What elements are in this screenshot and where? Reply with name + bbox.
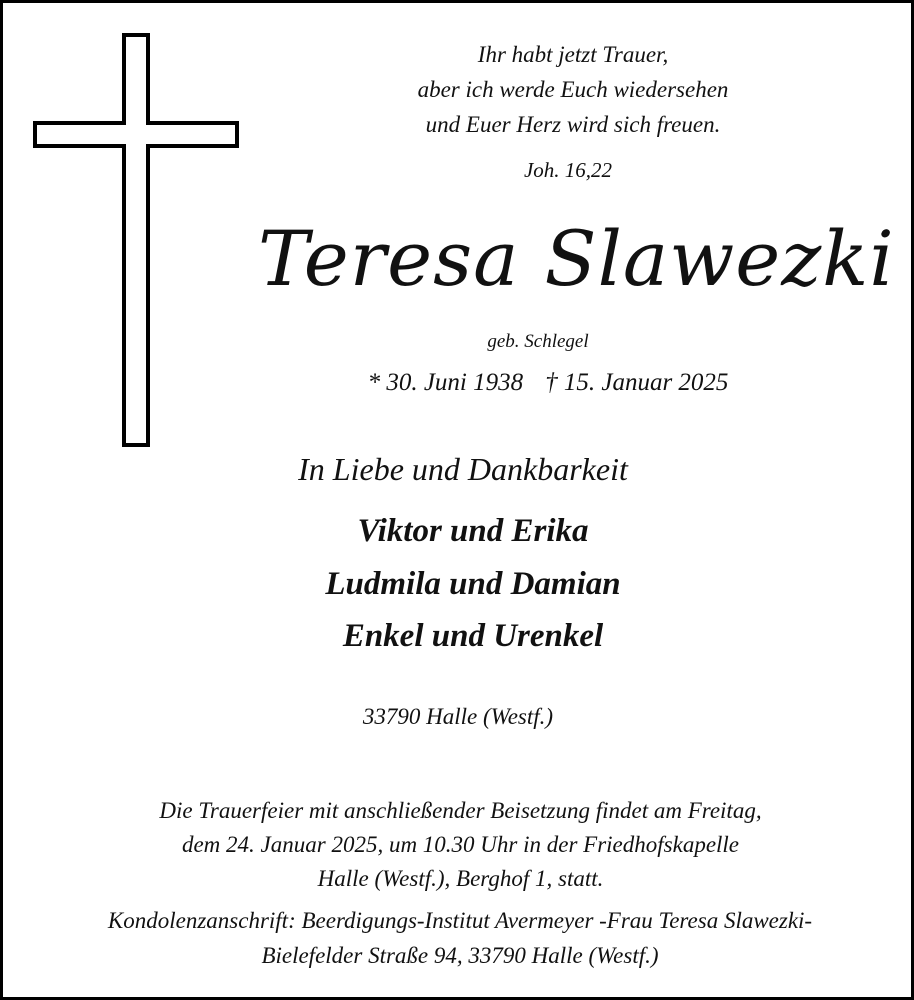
- cross-icon: [33, 33, 241, 448]
- mourner-name: Ludmila und Damian: [325, 566, 621, 602]
- mourner-name: Enkel und Urenkel: [342, 618, 604, 654]
- verse-line: und Euer Herz wird sich freuen.: [425, 112, 721, 137]
- life-dates: [323, 370, 773, 395]
- verse-line: aber ich werde Euch wiedersehen: [417, 77, 729, 102]
- funeral-line: Die Trauerfeier mit anschließender Beisetzung findet am Freitag,: [159, 798, 762, 823]
- birth-name: geb. Schlegel: [487, 331, 589, 352]
- death-date: † 15. Januar 2025: [545, 369, 729, 396]
- mourners-town: 33790 Halle (Westf.): [362, 704, 554, 729]
- bible-verse: [293, 37, 853, 142]
- condolence-address: [23, 903, 897, 973]
- mourner-name: Viktor und Erika: [357, 513, 589, 549]
- condolence-line: Bielefelder Straße 94, 33790 Halle (Westf.): [261, 943, 659, 968]
- mourners-intro: In Liebe und Dankbarkeit: [298, 451, 628, 487]
- verse-line: Ihr habt jetzt Trauer,: [477, 42, 669, 67]
- verse-reference: Joh. 16,22: [523, 158, 613, 182]
- condolence-line: Kondolenzanschrift: Beerdigungs-Institut Avermeyer -Frau Teresa Slawezki-: [107, 908, 813, 933]
- funeral-details: [83, 794, 838, 896]
- funeral-line: Halle (Westf.), Berghof 1, statt.: [317, 866, 604, 891]
- funeral-line: dem 24. Januar 2025, um 10.30 Uhr in der Friedhofskapelle: [181, 832, 740, 857]
- deceased-name: Teresa Slawezki: [258, 214, 895, 303]
- birth-date: * 30. Juni 1938: [367, 369, 524, 396]
